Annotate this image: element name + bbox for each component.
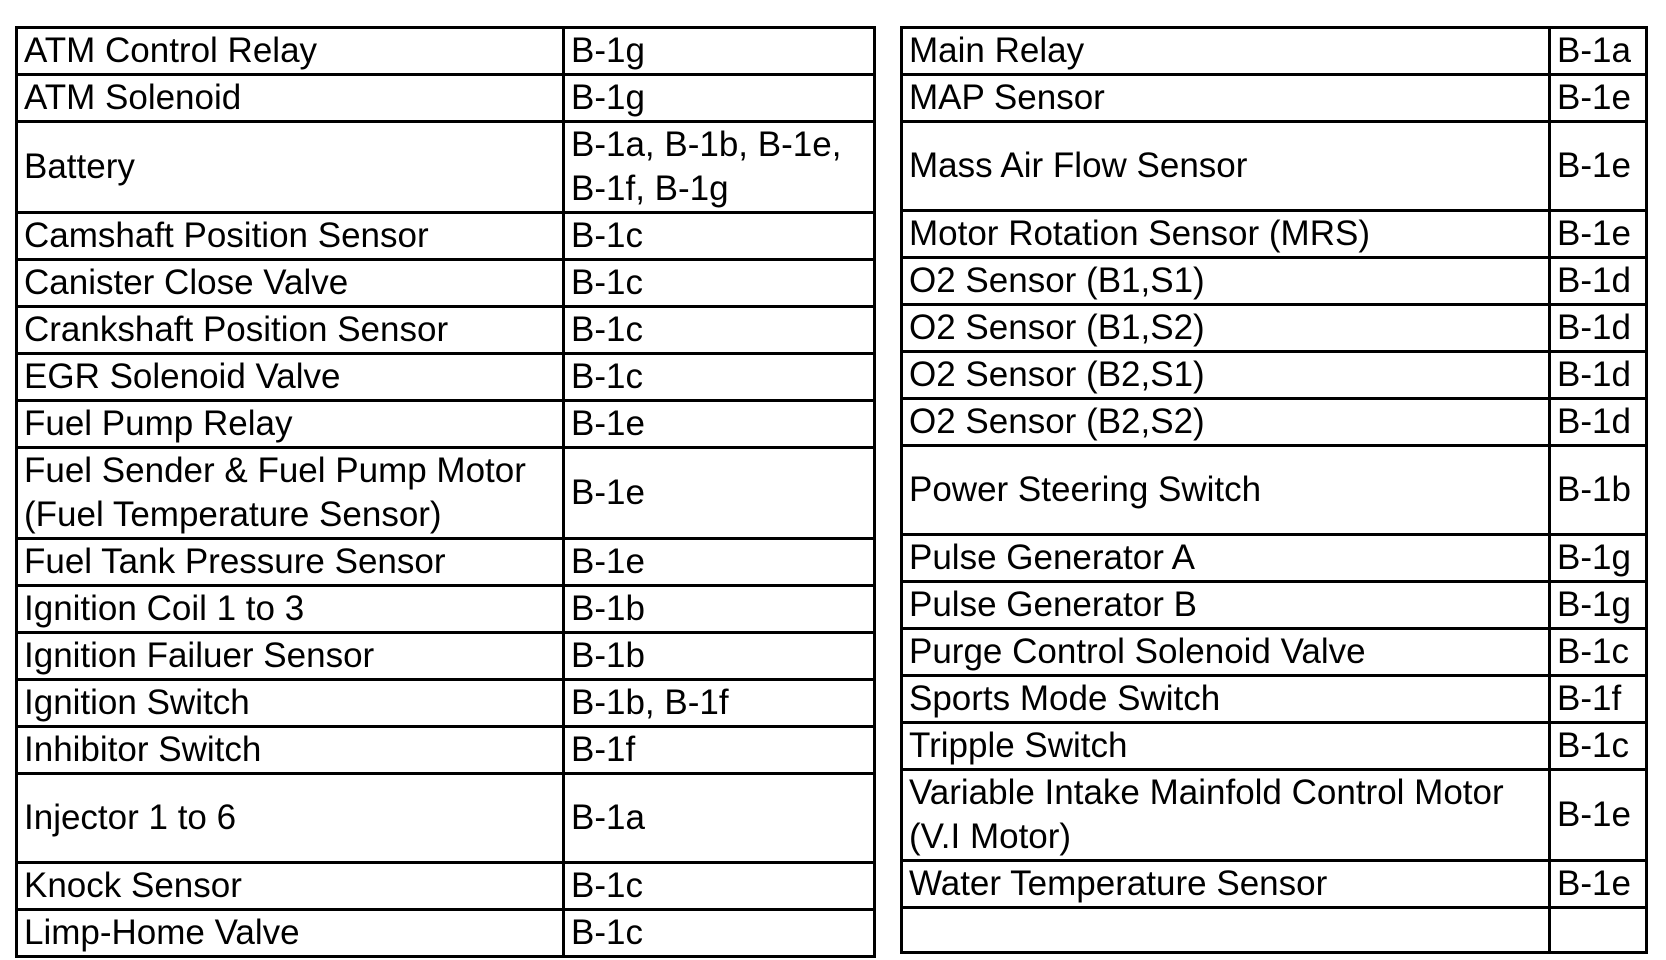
table-row — [902, 75, 1647, 122]
table-row — [902, 28, 1647, 75]
location-ref: B-1g — [564, 75, 875, 122]
table-row — [17, 213, 875, 260]
location-ref: B-1c — [564, 910, 875, 957]
location-ref: B-1d — [1550, 305, 1647, 352]
component-name: Ignition Failuer Sensor — [17, 633, 564, 680]
location-ref: B-1e — [564, 448, 875, 539]
component-name-line: (Fuel Temperature Sensor) — [24, 495, 442, 534]
table-row — [902, 535, 1647, 582]
component-name: Pulse Generator B — [902, 582, 1550, 629]
location-ref: B-1e — [564, 539, 875, 586]
table-row — [902, 676, 1647, 723]
component-name-line: (V.I Motor) — [909, 817, 1072, 856]
location-ref-line: B-1a, B-1b, B-1e, — [571, 125, 842, 164]
component-name: O2 Sensor (B1,S1) — [902, 258, 1550, 305]
location-ref: B-1b, B-1f — [564, 680, 875, 727]
component-name: Battery — [17, 122, 564, 213]
component-name: O2 Sensor (B1,S2) — [902, 305, 1550, 352]
table-row — [17, 539, 875, 586]
table-row — [17, 28, 875, 75]
location-ref-line: B-1f, B-1g — [571, 169, 729, 208]
location-ref: B-1a — [1550, 28, 1647, 75]
table-row — [17, 910, 875, 957]
table-row — [902, 399, 1647, 446]
component-name: Crankshaft Position Sensor — [17, 307, 564, 354]
component-name: Knock Sensor — [17, 863, 564, 910]
right-index-table — [900, 26, 1648, 954]
component-name: Main Relay — [902, 28, 1550, 75]
table-row — [902, 582, 1647, 629]
component-name: ATM Control Relay — [17, 28, 564, 75]
table-row — [902, 770, 1647, 861]
location-ref: B-1e — [1550, 861, 1647, 908]
location-ref: B-1d — [1550, 399, 1647, 446]
table-row — [17, 401, 875, 448]
component-name: Fuel Pump Relay — [17, 401, 564, 448]
location-ref: B-1c — [564, 354, 875, 401]
table-row — [902, 861, 1647, 908]
location-ref: B-1c — [564, 213, 875, 260]
component-name: O2 Sensor (B2,S1) — [902, 352, 1550, 399]
location-ref: B-1a — [564, 774, 875, 863]
component-name: ATM Solenoid — [17, 75, 564, 122]
component-name: Injector 1 to 6 — [17, 774, 564, 863]
table-row — [17, 863, 875, 910]
location-ref: B-1c — [564, 307, 875, 354]
component-name — [902, 908, 1550, 953]
table-row — [17, 75, 875, 122]
component-name-line: Fuel Sender & Fuel Pump Motor — [24, 451, 526, 490]
location-ref: B-1c — [1550, 723, 1647, 770]
component-name: Purge Control Solenoid Valve — [902, 629, 1550, 676]
location-ref: B-1c — [564, 863, 875, 910]
table-row — [17, 448, 875, 539]
table-row — [17, 727, 875, 774]
component-name: Sports Mode Switch — [902, 676, 1550, 723]
component-name: Mass Air Flow Sensor — [902, 122, 1550, 211]
table-row-empty — [902, 908, 1647, 953]
location-ref — [564, 122, 875, 213]
component-name: Water Temperature Sensor — [902, 861, 1550, 908]
location-ref: B-1d — [1550, 352, 1647, 399]
component-name: Ignition Switch — [17, 680, 564, 727]
table-row — [902, 629, 1647, 676]
location-ref: B-1c — [564, 260, 875, 307]
left-index-table — [15, 26, 876, 958]
location-ref: B-1b — [1550, 446, 1647, 535]
location-ref: B-1b — [564, 633, 875, 680]
component-name — [17, 448, 564, 539]
location-ref — [1550, 908, 1647, 953]
location-ref: B-1d — [1550, 258, 1647, 305]
table-row — [902, 258, 1647, 305]
component-name: Camshaft Position Sensor — [17, 213, 564, 260]
component-location-index — [15, 26, 1648, 958]
component-name: Pulse Generator A — [902, 535, 1550, 582]
component-name: Inhibitor Switch — [17, 727, 564, 774]
table-row — [17, 122, 875, 213]
table-row — [17, 260, 875, 307]
table-row — [902, 211, 1647, 258]
component-name-line: Variable Intake Mainfold Control Motor — [909, 773, 1504, 812]
component-name: O2 Sensor (B2,S2) — [902, 399, 1550, 446]
table-row — [17, 586, 875, 633]
component-name: Canister Close Valve — [17, 260, 564, 307]
component-name: Ignition Coil 1 to 3 — [17, 586, 564, 633]
component-name: Power Steering Switch — [902, 446, 1550, 535]
table-row — [17, 354, 875, 401]
component-name: Limp-Home Valve — [17, 910, 564, 957]
table-row — [902, 352, 1647, 399]
component-name: Fuel Tank Pressure Sensor — [17, 539, 564, 586]
component-name: Motor Rotation Sensor (MRS) — [902, 211, 1550, 258]
component-name — [902, 770, 1550, 861]
location-ref: B-1e — [1550, 211, 1647, 258]
component-name: MAP Sensor — [902, 75, 1550, 122]
table-row — [17, 307, 875, 354]
location-ref: B-1e — [1550, 122, 1647, 211]
table-row — [17, 633, 875, 680]
location-ref: B-1b — [564, 586, 875, 633]
table-row — [17, 680, 875, 727]
component-name: EGR Solenoid Valve — [17, 354, 564, 401]
component-name: Tripple Switch — [902, 723, 1550, 770]
location-ref: B-1g — [1550, 535, 1647, 582]
table-row — [902, 723, 1647, 770]
location-ref: B-1c — [1550, 629, 1647, 676]
location-ref: B-1g — [564, 28, 875, 75]
location-ref: B-1e — [1550, 770, 1647, 861]
table-row — [902, 122, 1647, 211]
location-ref: B-1f — [1550, 676, 1647, 723]
location-ref: B-1e — [564, 401, 875, 448]
table-row — [17, 774, 875, 863]
location-ref: B-1f — [564, 727, 875, 774]
location-ref: B-1g — [1550, 582, 1647, 629]
location-ref: B-1e — [1550, 75, 1647, 122]
table-row — [902, 305, 1647, 352]
table-row — [902, 446, 1647, 535]
